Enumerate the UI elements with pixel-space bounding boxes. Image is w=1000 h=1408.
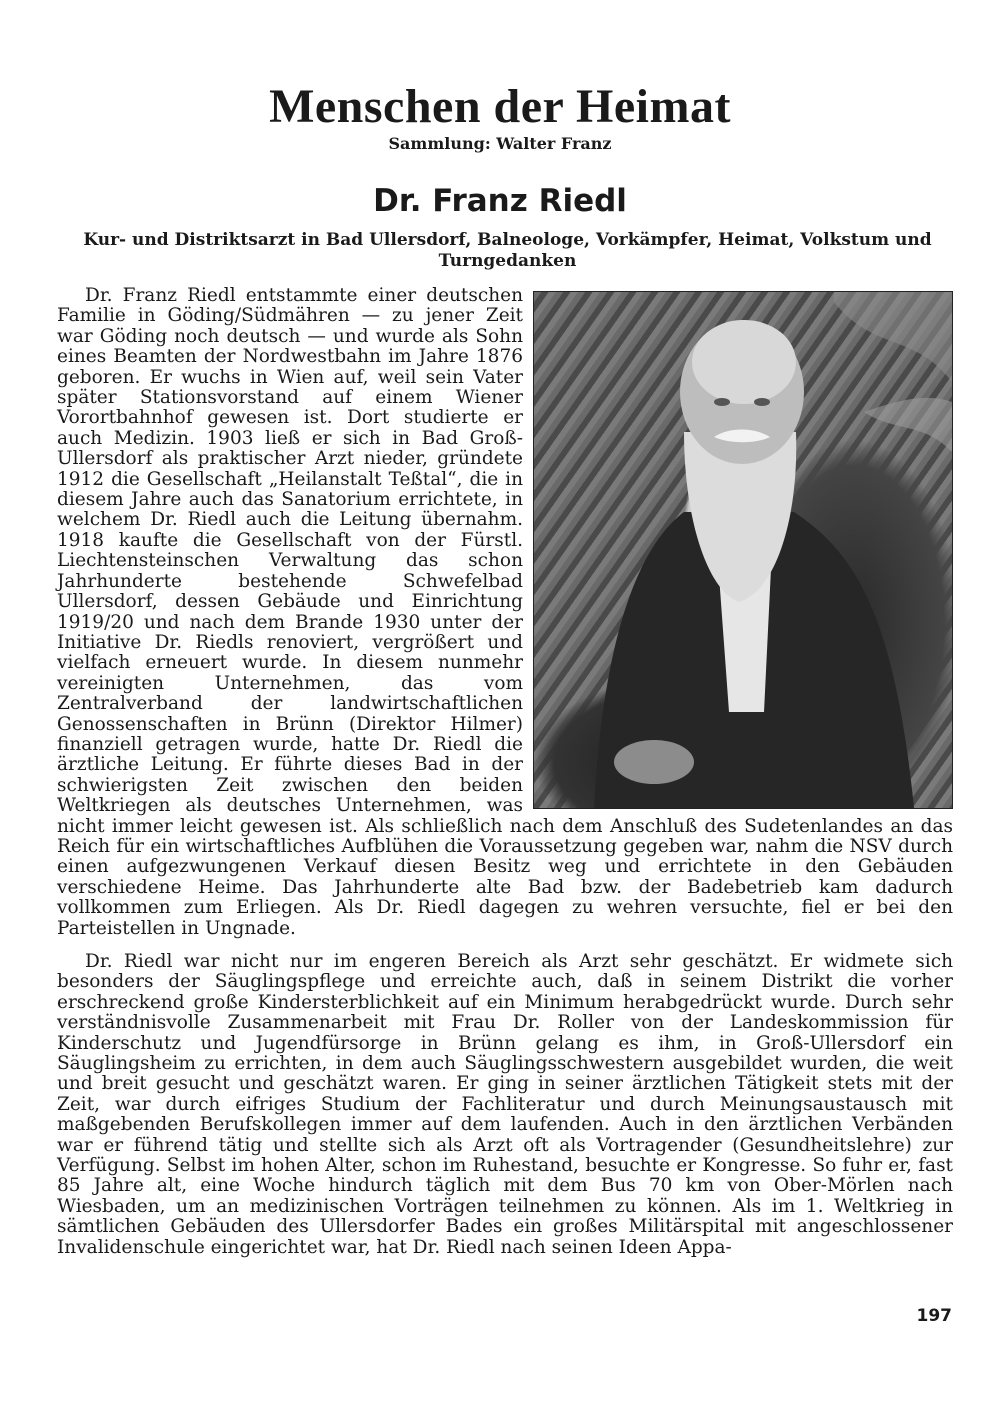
article-body [57, 286, 953, 1258]
collection-credit: Sammlung: Walter Franz [388, 134, 612, 153]
portrait-photo-icon [533, 291, 953, 809]
portrait-figure-icon [534, 292, 952, 808]
article-subtitle: Kur- und Distriktsarzt in Bad Ullersdorf, Balneologe, Vorkämpfer, Heimat, Volkstum und Turngedanken [83, 230, 932, 271]
page-number: 197 [916, 1306, 952, 1326]
series-title: Menschen der Heimat [269, 80, 731, 133]
article-title: Dr. Franz Riedl [373, 183, 627, 219]
masthead [0, 80, 1000, 154]
paragraph-1: Dr. Franz Riedl entstammte einer deutschen Familie in Göding/Südmähren — zu jener Zeit war Göding noch deutsch — und wurde als Sohn eines Beamten der Nordwestbahn im Jahre 1876 geboren. Er wuchs in Wien auf, weil sein Vater später Stationsvorstand auf einem Wiener Vorortbahnhof gewesen ist. Dort studierte er auch Medizin. 1903 ließ er sich in Bad Groß-Ullersdorf als praktischer Arzt nieder, gründete 1912 die Gesellschaft „Heilanstalt Teßtal“, die in diesem Jahre auch das Sanatorium errichtete, in welchem Dr. Riedl auch die Leitung übernahm. 1918 kaufte die Gesellschaft von der Fürstl. Liechtensteinschen Verwaltung das schon Jahrhunderte bestehende Schwefelbad Ullersdorf, dessen Gebäude und Einrichtung 1919/20 und nach dem Brande 1930 unter der Initiative Dr. Riedls renoviert, vergrößert und vielfach erneuert wurde. In diesem nunmehr vereinigten Unternehmen, das vom Zentralverband der landwirtschaftlichen Genossenschaften in Brünn (Direktor Hilmer) finanziell getragen wurde, hatte Dr. Riedl die ärztliche Leitung. Er führte dieses Bad in der schwierigsten Zeit zwischen den beiden Weltkriegen als deutsches Unternehmen, was nicht immer leicht gewesen ist. Als schließlich nach dem Anschluß des Sudetenlandes an das Reich für ein wirtschaftliches Aufblühen die Voraussetzung gegeben war, nahm die NSV durch einen aufgezwungenen Verkauf diesen Besitz weg und errichtete in den Gebäuden verschiedene Heime. Das Jahrhunderte alte Bad bzw. der Badebetrieb kam dadurch vollkommen zum Erliegen. Als Dr. Riedl dagegen zu wehren versuchte, fiel er bei den Parteistellen in Ungnade. [57, 285, 953, 939]
paragraph-2: Dr. Riedl war nicht nur im engeren Bereich als Arzt sehr geschätzt. Er widmete sich besonders der Säuglingspflege und erreichte auch, daß in seinem Distrikt die vorher erschreckend große Kindersterblichkeit auf ein Minimum herabgedrückt wurde. Durch sehr verständnisvolle Zusammenarbeit mit Frau Dr. Roller von der Landeskommission für Kinderschutz und Jugendfürsorge in Brünn gelang es ihm, in Groß-Ullersdorf ein Säuglingsheim zu errichten, in dem auch Säuglingsschwestern ausgebildet wurden, die weit und breit gesucht und geschätzt waren. Er ging in seiner ärztlichen Tätigkeit stets mit der Zeit, war durch eifriges Studium der Fachliteratur und durch Meinungsaustausch mit maßgebenden Berufskollegen immer auf dem laufenden. Auch in den ärztlichen Verbänden war er führend tätig und stellte sich als Arzt oft als Vortragender (Gesundheitslehre) zur Verfügung. Selbst im hohen Alter, schon im Ruhestand, besuchte er Kongresse. So fuhr er, fast 85 Jahre alt, eine Woche hindurch täglich mit dem Bus 70 km von Ober-Mörlen nach Wiesbaden, um an medizinischen Vorträgen teilnehmen zu können. Als im 1. Weltkrieg in sämtlichen Gebäuden des Ullersdorfer Bades ein großes Militärspital mit angeschlossener Invalidenschule eingerichtet war, hat Dr. Riedl nach seinen Ideen Appa- [57, 951, 953, 1258]
